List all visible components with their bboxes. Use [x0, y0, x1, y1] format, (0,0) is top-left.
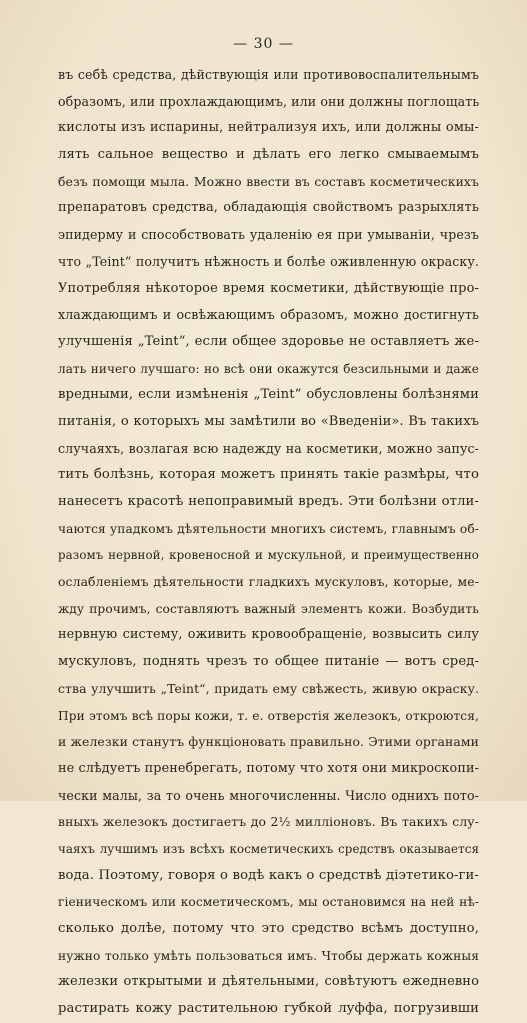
- text-line: лать ничего лучшаго: но всѣ они окажутся безсильными и даже: [58, 361, 479, 376]
- text-line: мускуловъ, поднять чрезъ то общее питаніе — вотъ сред-: [58, 654, 479, 670]
- text-line: хлаждающимъ и освѣжающимъ образомъ, можно достигнуть: [58, 307, 479, 323]
- text-line: чески малы, за то очень многочисленны. Число однихъ пото-: [58, 787, 479, 803]
- text-line: вныхъ железокъ достигаетъ до 2½ милліоновъ. Въ такихъ слу-: [58, 814, 479, 830]
- text-line: нанесетъ красотѣ непоправимый вредъ. Эти болѣзни отли-: [58, 494, 479, 509]
- text-line: Употребляя нѣкоторое время косметики, дѣйствующіе про-: [58, 280, 479, 296]
- text-line: сколько долѣе, потому что это средство всѣмъ доступно,: [58, 921, 479, 936]
- text-line: кислоты изъ испарины, нейтрализуя ихъ, или должны омы-: [58, 120, 479, 136]
- text-line: въ себѣ средства, дѣйствующія или противовоспалительнымъ: [58, 67, 479, 82]
- text-line: препаратовъ средства, обладающія свойствомъ разрыхлять: [58, 200, 479, 216]
- text-line: жду прочимъ, составляютъ важный элементъ кожи. Возбудить: [58, 601, 479, 616]
- text-line: лять сальное вещество и дѣлать его легко смываемымъ: [58, 147, 479, 163]
- text-line: улучшенія „Teint“, если общее здоровье не оставляетъ же-: [58, 333, 479, 349]
- text-line: эпидерму и способствовать удаленію ея при умываніи, чрезъ: [58, 227, 479, 243]
- text-line: чаются упадкомъ дѣятельности многихъ системъ, главнымъ об-: [58, 521, 479, 536]
- text-line: что „Teint“ получитъ нѣжность и болѣе оживленную окраску.: [58, 253, 479, 269]
- text-line: При этомъ всѣ поры кожи, т. е. отверстія железокъ, откроются,: [58, 708, 479, 723]
- text-line: разомъ нервной, кровеносной и мускульной, и преимущественно: [58, 548, 479, 563]
- text-line: образомъ, или прохлаждающимъ, или они должны поглощать: [58, 93, 479, 109]
- text-line: не слѣдуетъ пренебрегать, потому что хотя они микроскопи-: [58, 760, 479, 776]
- text-line: растирать кожу растительною губкой луффа, погрузивши: [58, 1001, 479, 1017]
- page-number: — 30 —: [233, 36, 294, 52]
- text-line: случаяхъ, возлагая всю надежду на косметики, можно запус-: [58, 440, 479, 456]
- text-line: питанія, о которыхъ мы замѣтили во «Введеніи». Въ такихъ: [58, 413, 479, 429]
- text-line: нервную систему, оживить кровообращеніе, возвысить силу: [58, 627, 479, 643]
- text-line: чаяхъ лучшимъ изъ всѣхъ косметическихъ средствъ оказывается: [58, 841, 479, 856]
- text-line: вредными, если измѣненія „Teint“ обусловлены болѣзнями: [58, 387, 479, 403]
- text-line: вода. Поэтому, говоря о водѣ какъ о средствѣ діэтетико-ги-: [58, 867, 479, 883]
- body-text: [58, 62, 479, 1023]
- text-line: безъ помощи мыла. Можно ввести въ составъ косметическихъ: [58, 173, 479, 189]
- text-line: ослабленіемъ дѣятельности гладкихъ мускуловъ, которые, ме-: [58, 574, 479, 590]
- text-line: нужно только умѣть пользоваться имъ. Чтобы держать кожныя: [58, 948, 479, 963]
- text-line: тить болѣзнь, которая можетъ принять такіе размѣры, что: [58, 467, 479, 483]
- text-line: ства улучшить „Teint“, придать ему свѣжесть, живую окраску.: [58, 680, 479, 696]
- text-line: и железки станутъ функціоновать правильно. Этими органами: [58, 734, 479, 750]
- text-line: железки открытыми и дѣятельными, совѣтуютъ ежедневно: [58, 974, 479, 990]
- text-line: гіеническомъ или косметическомъ, мы остановимся на ней нѣ-: [58, 895, 479, 910]
